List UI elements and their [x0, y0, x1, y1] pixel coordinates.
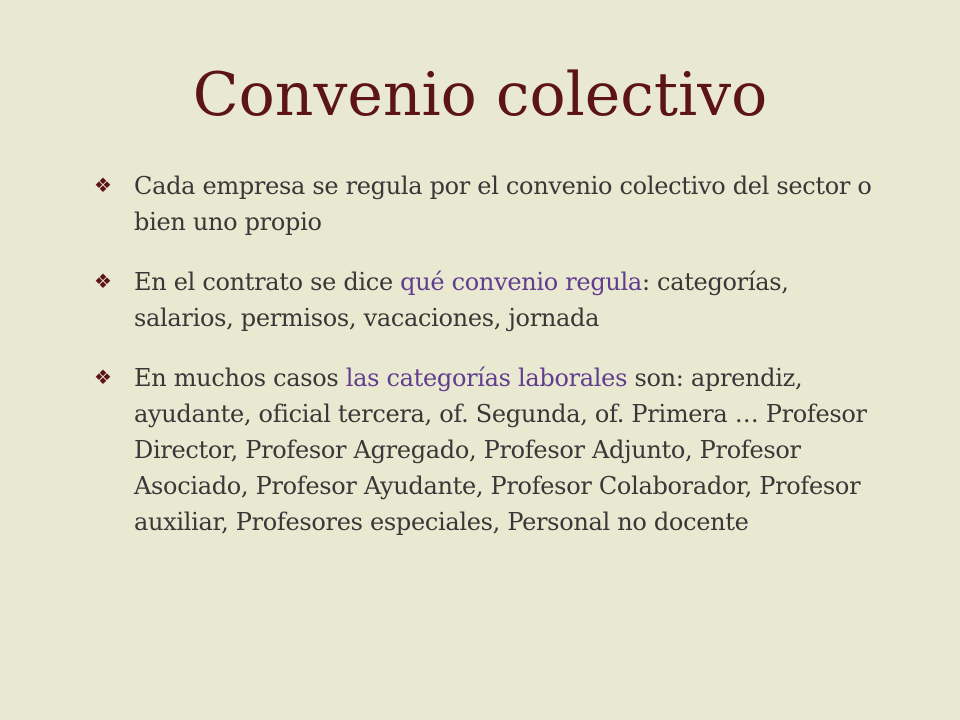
- highlighted-phrase-convenio: qué convenio regula: [400, 268, 642, 296]
- slide-title: Convenio colectivo: [192, 60, 768, 130]
- bullet-text-2-after: : categorías, salarios, permisos, vacaciones, jornada: [134, 268, 789, 332]
- four-petal-diamond-icon: ❖: [94, 269, 112, 293]
- four-petal-diamond-icon: ❖: [94, 365, 112, 389]
- highlighted-phrase-categorias: las categorías laborales: [345, 364, 628, 392]
- bullet-text-1: Cada empresa se regula por el convenio colectivo del sector o bien uno propio: [134, 172, 872, 236]
- bullet-text-3-before: En muchos casos: [134, 364, 346, 392]
- bullet-item-3: [94, 360, 884, 540]
- bullet-item-1: [94, 168, 884, 240]
- bullet-item-2: [94, 264, 884, 336]
- bullet-text-3-after: son: aprendiz, ayudante, oficial tercera, of. Segunda, of. Primera … Profesor Director, Profesor Agregado, Profesor Adjunto, Profesor Asociado, Profesor Ayudante, Profesor Colaborador, Profesor auxiliar, Profesores especiales, Personal no docente: [134, 364, 867, 536]
- bullet-text-2-before: En el contrato se dice: [134, 268, 401, 296]
- four-petal-diamond-icon: ❖: [94, 173, 112, 197]
- bullet-text-2: [134, 264, 884, 336]
- bullet-text-3: [134, 360, 884, 540]
- bullet-list: [94, 168, 884, 564]
